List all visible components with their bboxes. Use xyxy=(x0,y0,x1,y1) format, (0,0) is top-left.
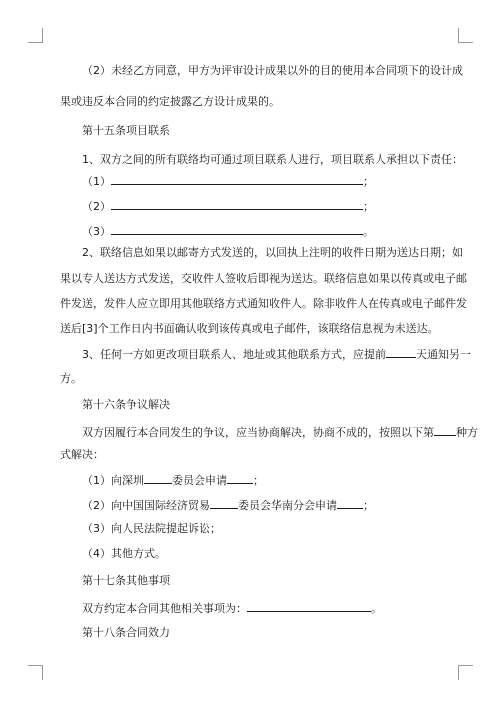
clause-text-part: 双方因履行本合同发生的争议，应当协商解决，协商不成的，按照以下第 xyxy=(82,426,434,439)
blank-underline xyxy=(337,497,363,509)
clause-text: 果以专人送达方式发送，交收件人签收后即视为送达。联络信息如果以传真或电子邮 xyxy=(60,272,467,285)
blank-underline xyxy=(111,198,363,210)
crop-mark-bottom-left xyxy=(28,665,43,680)
blank-underline xyxy=(210,497,238,509)
blank-underline xyxy=(386,346,416,358)
responsibility-item-3 xyxy=(82,223,374,239)
option-text: 委员会华南分会申请 xyxy=(238,499,337,512)
blank-underline xyxy=(247,600,371,612)
blank-underline xyxy=(434,424,456,436)
crop-mark-bottom-right xyxy=(458,665,473,680)
blank-underline xyxy=(144,472,172,484)
clause-text-part: 。 xyxy=(371,602,382,615)
crop-mark-top-right xyxy=(458,28,473,43)
section-heading-15: 第十五条项目联系 xyxy=(82,124,170,137)
item-end: ； xyxy=(363,200,374,213)
option-text: 委员会申请 xyxy=(172,474,227,487)
dispute-option-3: （3）向人民法院提起诉讼； xyxy=(82,522,221,535)
clause-text: 2、联络信息如果以邮寄方式发送的，以回执上注明的收件日期为送达日期；如 xyxy=(82,246,463,259)
clause-text xyxy=(82,600,382,616)
item-label: （2） xyxy=(82,200,111,213)
clause-text: 件发送，发件人应立即用其他联络方式通知收件人。除非收件人在传真或电子邮件发 xyxy=(60,297,467,310)
item-end: ； xyxy=(363,175,374,188)
responsibility-item-2 xyxy=(82,198,374,214)
responsibility-item-1 xyxy=(82,173,374,189)
clause-text xyxy=(82,346,471,362)
clause-text: 式解决： xyxy=(60,448,104,461)
section-heading-18: 第十八条合同效力 xyxy=(82,626,170,639)
item-label: （1） xyxy=(82,175,111,188)
clause-text: （2）未经乙方同意，甲方为评审设计成果以外的目的使用本合同项下的设计成 xyxy=(82,64,463,77)
option-text: ； xyxy=(363,499,374,512)
blank-underline xyxy=(111,173,363,185)
item-label: （3） xyxy=(82,225,111,238)
dispute-option-4: （4）其他方式。 xyxy=(82,547,166,560)
dispute-option-1 xyxy=(82,472,264,488)
option-text: （2）向中国国际经济贸易 xyxy=(82,499,210,512)
clause-text: 方。 xyxy=(60,372,82,385)
clause-text-part: 双方约定本合同其他相关事项为： xyxy=(82,602,247,615)
item-end: 。 xyxy=(363,225,374,238)
option-text: ； xyxy=(253,474,264,487)
clause-text xyxy=(82,424,478,440)
clause-text-part: 天通知另一 xyxy=(416,348,471,361)
clause-text-part: 3、任何一方如更改项目联系人、地址或其他联系方式，应提前 xyxy=(82,348,386,361)
blank-underline xyxy=(111,223,363,235)
section-heading-17: 第十七条其他事项 xyxy=(82,574,170,587)
clause-text-part: 种方 xyxy=(456,426,478,439)
section-heading-16: 第十六条争议解决 xyxy=(82,398,170,411)
clause-text: 1、双方之间的所有联络均可通过项目联系人进行，项目联系人承担以下责任： xyxy=(82,153,463,166)
dispute-option-2 xyxy=(82,497,374,513)
option-text: （1）向深圳 xyxy=(82,474,144,487)
crop-mark-top-left xyxy=(28,28,43,43)
clause-text: 果或违反本合同的约定披露乙方设计成果的。 xyxy=(60,95,280,108)
blank-underline xyxy=(227,472,253,484)
clause-text: 送后[3]个工作日内书面确认收到该传真或电子邮件，该联络信息视为未送达。 xyxy=(60,322,439,335)
